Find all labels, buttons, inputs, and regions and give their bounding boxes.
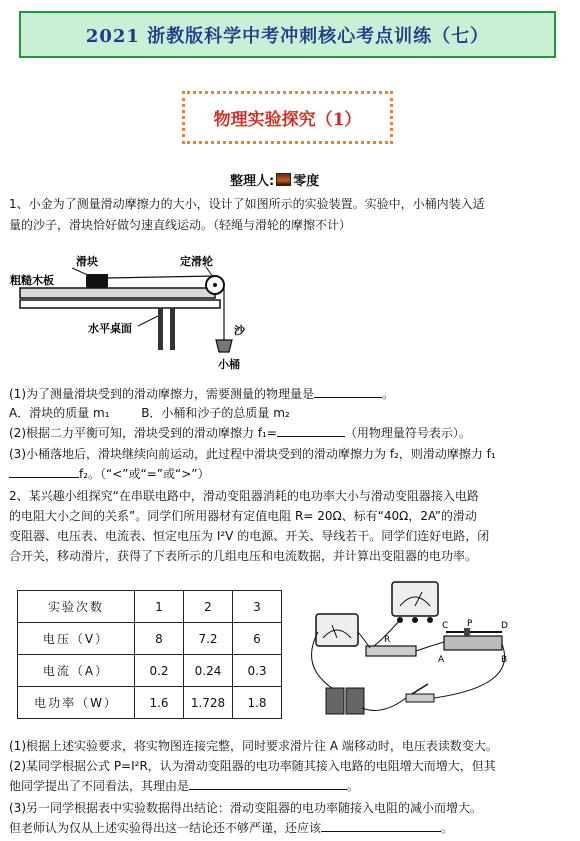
svg-text:C: C xyxy=(442,621,449,631)
q1-part2: (2)根据二力平衡可知，滑块受到的滑动摩擦力 f₁= （用物理量符号表示）。 xyxy=(9,426,471,440)
author-label: 整理人: xyxy=(230,174,275,189)
table-leg-right xyxy=(170,308,175,350)
friction-apparatus-figure xyxy=(10,248,250,378)
q2-line2: 的电阻大小之间的关系”。同学们所用器材有定值电阻 R= 20Ω、标有“40Ω，2A”的滑动 xyxy=(9,509,477,523)
answer-blank[interactable] xyxy=(321,820,441,832)
table-leg-left xyxy=(158,308,163,350)
svg-text:R: R xyxy=(384,635,391,645)
option-b: B．小桶和沙子的总质量 m₂ xyxy=(141,406,290,420)
svg-text:A: A xyxy=(438,655,445,665)
label-table: 水平桌面 xyxy=(88,322,132,335)
rough-board xyxy=(20,288,215,298)
svg-text:P: P xyxy=(467,619,473,629)
bucket xyxy=(216,340,232,352)
label-pulley: 定滑轮 xyxy=(180,255,213,268)
q2-part1: (1)根据上述实验要求，将实物图连接完整，同时要求滑片往 A 端移动时，电压表读数变大。 xyxy=(9,739,498,753)
q2-part3-line1: (3)另一同学根据表中实验数据得出结论：滑动变阻器的电功率随接入电阻的减小而增大。 xyxy=(9,801,483,815)
table-top xyxy=(20,300,220,308)
circuit-figure xyxy=(296,576,521,726)
option-a: A．滑块的质量 m₁ xyxy=(9,406,110,420)
table-row: 电压（V） 8 7.2 6 xyxy=(18,623,282,655)
label-board: 粗糙木板 xyxy=(10,274,54,287)
fixed-resistor xyxy=(366,646,416,656)
battery-cell xyxy=(326,688,344,714)
answer-blank[interactable] xyxy=(277,425,345,437)
author-line xyxy=(230,170,319,189)
author-name: 零度 xyxy=(293,174,320,189)
q2-line1: 2、某兴趣小组探究“在串联电路中，滑动变阻器消耗的电功率大小与滑动变阻器接入电路 xyxy=(9,489,479,503)
answer-blank[interactable] xyxy=(314,386,382,398)
author-avatar-icon xyxy=(276,173,291,186)
data-table xyxy=(17,590,282,719)
q1-options xyxy=(9,405,290,421)
rheostat-slider xyxy=(464,628,470,636)
table-row: 电功率（W） 1.6 1.728 1.8 xyxy=(18,687,282,719)
svg-text:D: D xyxy=(501,621,508,631)
rheostat xyxy=(444,636,502,650)
voltmeter xyxy=(392,582,438,616)
answer-blank[interactable] xyxy=(189,778,347,790)
q2-line4: 合开关，移动滑片，获得了下表所示的几组电压和电流数据，并计算出变阻器的电功率。 xyxy=(9,549,478,563)
table-row: 实验次数 1 2 3 xyxy=(18,591,282,623)
label-sand: 沙 xyxy=(234,324,245,337)
subtitle: 物理实验探究（1） xyxy=(213,110,362,130)
q2-part2-line2: 他同学提出了不同看法，其理由是 。 xyxy=(9,779,360,793)
subtitle-box xyxy=(182,91,393,144)
rope xyxy=(108,276,215,278)
label-bucket: 小桶 xyxy=(218,358,240,371)
answer-blank[interactable] xyxy=(9,466,79,478)
page-title: 2021 浙教版科学中考冲刺核心考点训练（七） xyxy=(85,25,490,47)
q1-intro-line2: 量的沙子，滑块恰好做匀速直线运动。（轻绳与滑轮的摩擦不计） xyxy=(9,218,352,232)
q2-part3-line2: 但老师认为仅从上述实验得出这一结论还不够严谨，还应该 。 xyxy=(9,821,454,835)
switch xyxy=(406,694,434,702)
svg-text:B: B xyxy=(501,655,508,665)
table-row: 电流（A） 0.2 0.24 0.3 xyxy=(18,655,282,687)
title-banner xyxy=(19,11,556,58)
q1-intro-line1: 1、小金为了测量滑动摩擦力的大小，设计了如图所示的实验装置。实验中，小桶内装入适 xyxy=(9,197,485,211)
q1-part1: (1)为了测量滑块受到的滑动摩擦力，需要测量的物理量是 。 xyxy=(9,387,395,401)
q1-part3-line2: f₂。（“<”或“=”或“>”） xyxy=(9,466,210,482)
q2-line3: 变阻器、电压表、电流表、恒定电压为 I²V 的电源、开关、导线若干。同学们连好电路，闭 xyxy=(9,529,490,543)
battery-cell xyxy=(346,688,364,714)
q1-part3-line1: (3)小桶落地后，滑块继续向前运动，此过程中滑块受到的滑动摩擦力为 f₂，则滑动摩擦力 f₁ xyxy=(9,447,496,461)
label-slider: 滑块 xyxy=(76,255,98,268)
q2-part2-line1: (2)某同学根据公式 P=I²R，认为滑动变阻器的电功率随其接入电路的电阻增大而增大，但其 xyxy=(9,759,496,773)
